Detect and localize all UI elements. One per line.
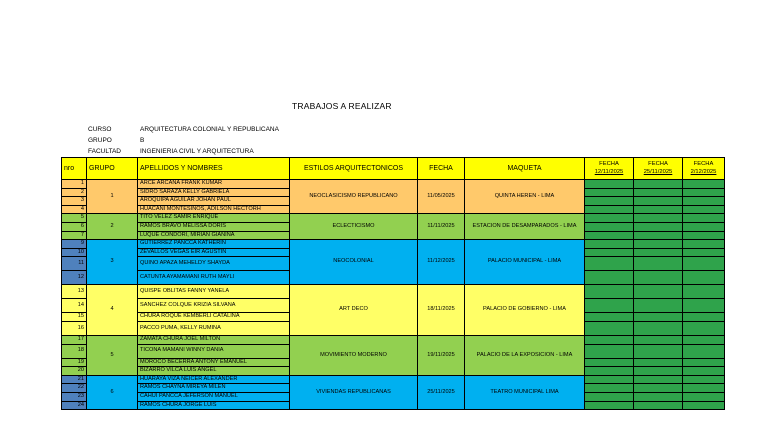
student-name: PACCO PUMA, KELLY RUMINA (138, 321, 290, 335)
grade-cell[interactable] (634, 299, 683, 313)
grade-cell[interactable] (634, 197, 683, 206)
meta-facultad (88, 148, 254, 155)
grade-cell[interactable] (683, 205, 725, 214)
row-nro: 2 (62, 188, 87, 197)
grade-cell[interactable] (585, 313, 634, 322)
row-nro: 10 (62, 248, 87, 257)
grade-cell[interactable] (585, 231, 634, 240)
group-style: NEOCLASICISMO REPUBLICANO (290, 180, 418, 214)
grade-cell[interactable] (585, 384, 634, 393)
row-nro: 16 (62, 321, 87, 335)
student-name: CHURA ROQUE KEMBERLI CATALINA (138, 313, 290, 322)
group-number: 4 (87, 285, 138, 336)
meta-grupo-key: GRUPO (88, 137, 112, 144)
grade-cell[interactable] (683, 240, 725, 249)
grade-cell[interactable] (683, 231, 725, 240)
table-row (62, 375, 725, 384)
table-row (62, 285, 725, 299)
grade-cell[interactable] (683, 248, 725, 257)
student-name: TITO VELEZ SAMIR ENRIQUE (138, 214, 290, 223)
grade-cell[interactable] (634, 367, 683, 376)
grade-cell[interactable] (634, 231, 683, 240)
row-nro: 15 (62, 313, 87, 322)
header-fecha-3: FECHA 2/12/2025 (683, 158, 725, 180)
group-model: PALACIO DE LA EXPOSICION - LIMA (465, 335, 585, 375)
group-model: TEATRO MUNICIPAL LIMA (465, 375, 585, 409)
header-maqueta: MAQUETA (465, 158, 585, 180)
row-nro: 20 (62, 367, 87, 376)
header-estilos: ESTILOS ARQUITECTONICOS (290, 158, 418, 180)
group-number: 6 (87, 375, 138, 409)
grade-cell[interactable] (585, 188, 634, 197)
grade-cell[interactable] (634, 321, 683, 335)
grade-cell[interactable] (634, 271, 683, 285)
grade-cell[interactable] (634, 313, 683, 322)
sheet-title: TRABAJOS A REALIZAR (292, 101, 392, 111)
meta-facultad-key: FACULTAD (88, 148, 121, 155)
student-name: ZEVALLOS VEGAS EIR AGUSTIN (138, 248, 290, 257)
student-name: HUARAYA VIZA NEICER ALEXANDER (138, 375, 290, 384)
student-name: SANCHEZ COLQUE KRIZIA SILVANA (138, 299, 290, 313)
grade-cell[interactable] (634, 240, 683, 249)
group-date: 25/11/2025 (418, 375, 465, 409)
grade-cell[interactable] (683, 180, 725, 189)
row-nro: 18 (62, 344, 87, 358)
grade-cell[interactable] (683, 197, 725, 206)
student-name: GUTIERREZ PANCCA KATHERIN (138, 240, 290, 249)
meta-curso-key: CURSO (88, 126, 112, 133)
row-nro: 4 (62, 205, 87, 214)
grade-cell[interactable] (683, 358, 725, 367)
grade-cell[interactable] (634, 384, 683, 393)
student-name: RAMOS CHAYÑA MIREYA MILEN (138, 384, 290, 393)
header-fecha: FECHA (418, 158, 465, 180)
group-style: ART DECO (290, 285, 418, 336)
table-row (62, 240, 725, 249)
grade-cell[interactable] (585, 222, 634, 231)
group-model: ESTACION DE DESAMPARADOS - LIMA (465, 214, 585, 240)
student-name: QUINO APAZA MEHELDY SHAYDA (138, 257, 290, 271)
grade-cell[interactable] (683, 335, 725, 344)
grade-cell[interactable] (634, 214, 683, 223)
grade-cell[interactable] (585, 240, 634, 249)
grade-cell[interactable] (683, 299, 725, 313)
row-nro: 19 (62, 358, 87, 367)
student-name: HUACANI MONTESINOS, ADILSON HECTORH (138, 205, 290, 214)
header-fecha-2: FECHA 25/11/2025 (634, 158, 683, 180)
row-nro: 6 (62, 222, 87, 231)
header-nro: nro (62, 158, 87, 180)
row-nro: 21 (62, 375, 87, 384)
grade-cell[interactable] (683, 313, 725, 322)
grade-cell[interactable] (634, 188, 683, 197)
grade-cell[interactable] (585, 271, 634, 285)
grade-cell[interactable] (634, 285, 683, 299)
row-nro: 7 (62, 231, 87, 240)
grade-cell[interactable] (634, 344, 683, 358)
grade-cell[interactable] (683, 257, 725, 271)
grade-cell[interactable] (585, 257, 634, 271)
group-number: 2 (87, 214, 138, 240)
group-model: PALACIO MUNICIPAL - LIMA (465, 240, 585, 285)
grade-cell[interactable] (634, 205, 683, 214)
meta-grupo (88, 137, 144, 144)
grade-cell[interactable] (634, 257, 683, 271)
row-nro: 24 (62, 401, 87, 410)
student-name: CAHUI PANCCA JEFERSON MANUEL (138, 392, 290, 401)
student-name: LUQUE CONDORI, MIRIAN GIANINA (138, 231, 290, 240)
student-name: RAMOS CHURA JORGE LUIS (138, 401, 290, 410)
grade-cell[interactable] (585, 367, 634, 376)
student-name: MOROCO BECERRA ANTONY EMANUEL (138, 358, 290, 367)
student-name: ARCE ARCANA FRANK KUMAR (138, 180, 290, 189)
grade-cell[interactable] (585, 205, 634, 214)
group-date: 18/11/2025 (418, 285, 465, 336)
row-nro: 5 (62, 214, 87, 223)
group-style: MOVIMIENTO MODERNO (290, 335, 418, 375)
group-date: 11/11/2025 (418, 214, 465, 240)
table-row (62, 214, 725, 223)
grade-cell[interactable] (585, 335, 634, 344)
header-fecha-1: FECHA 12/11/2025 (585, 158, 634, 180)
assignments-table (61, 157, 725, 410)
meta-curso (88, 126, 279, 133)
grade-cell[interactable] (585, 180, 634, 189)
group-date: 11/05/2025 (418, 180, 465, 214)
row-nro: 12 (62, 271, 87, 285)
student-name: AROQUIPA AGUILAR JOHAN PAUL (138, 197, 290, 206)
row-nro: 17 (62, 335, 87, 344)
grade-cell[interactable] (585, 358, 634, 367)
group-style: NEOCOLONIAL (290, 240, 418, 285)
row-nro: 9 (62, 240, 87, 249)
group-style: ECLECTICISMO (290, 214, 418, 240)
grade-cell[interactable] (585, 214, 634, 223)
grade-cell[interactable] (683, 188, 725, 197)
group-number: 1 (87, 180, 138, 214)
header-apellidos: APELLIDOS Y NOMBRES (138, 158, 290, 180)
grade-cell[interactable] (683, 214, 725, 223)
grade-cell[interactable] (683, 285, 725, 299)
grade-cell[interactable] (634, 222, 683, 231)
header-row (62, 158, 725, 180)
student-name: QUISPE OBLITAS FANNY YANELA (138, 285, 290, 299)
grade-cell[interactable] (683, 392, 725, 401)
row-nro: 11 (62, 257, 87, 271)
grade-cell[interactable] (585, 344, 634, 358)
grade-cell[interactable] (683, 321, 725, 335)
grade-cell[interactable] (683, 271, 725, 285)
student-name: CATUNTA AYAMAMANI RUTH MAYLI (138, 271, 290, 285)
group-date: 19/11/2025 (418, 335, 465, 375)
row-nro: 22 (62, 384, 87, 393)
grade-cell[interactable] (634, 392, 683, 401)
grade-cell[interactable] (683, 344, 725, 358)
student-name: ZAMATA CHURA JOEL MILTON (138, 335, 290, 344)
grade-cell[interactable] (634, 248, 683, 257)
meta-curso-value: ARQUITECTURA COLONIAL Y REPUBLICANA (140, 126, 279, 133)
grade-cell[interactable] (634, 180, 683, 189)
grade-cell[interactable] (634, 335, 683, 344)
meta-facultad-value: INGENIERIA CIVIL Y ARQUITECTURA (140, 148, 254, 155)
grade-cell[interactable] (634, 358, 683, 367)
row-nro: 3 (62, 197, 87, 206)
header-grupo: GRUPO (87, 158, 138, 180)
grade-cell[interactable] (585, 299, 634, 313)
group-model: QUINTA HEREN - LIMA (465, 180, 585, 214)
table-row (62, 335, 725, 344)
grade-cell[interactable] (585, 392, 634, 401)
row-nro: 14 (62, 299, 87, 313)
group-date: 11/12/2025 (418, 240, 465, 285)
grade-cell[interactable] (585, 197, 634, 206)
row-nro: 1 (62, 180, 87, 189)
table-row (62, 180, 725, 189)
grade-cell[interactable] (683, 222, 725, 231)
group-model: PALACIO DE GOBIERNO - LIMA (465, 285, 585, 336)
grade-cell[interactable] (634, 401, 683, 410)
grade-cell[interactable] (585, 285, 634, 299)
student-name: TICONA MAMANI WINNY DANIA (138, 344, 290, 358)
group-number: 3 (87, 240, 138, 285)
group-number: 5 (87, 335, 138, 375)
grade-cell[interactable] (683, 367, 725, 376)
grade-cell[interactable] (585, 375, 634, 384)
row-nro: 23 (62, 392, 87, 401)
grade-cell[interactable] (585, 401, 634, 410)
grade-cell[interactable] (683, 401, 725, 410)
row-nro: 13 (62, 285, 87, 299)
group-style: VIVIENDAS REPUBLICANAS (290, 375, 418, 409)
grade-cell[interactable] (683, 375, 725, 384)
meta-grupo-value: B (140, 137, 145, 144)
student-name: SIDRO SARAZA KELLY GABRIELA (138, 188, 290, 197)
grade-cell[interactable] (585, 321, 634, 335)
grade-cell[interactable] (585, 248, 634, 257)
grade-cell[interactable] (683, 384, 725, 393)
grade-cell[interactable] (634, 375, 683, 384)
student-name: RAMOS BRAVO MELISSA DORIS (138, 222, 290, 231)
student-name: BIZARRO VILCA LUIS ANGEL (138, 367, 290, 376)
